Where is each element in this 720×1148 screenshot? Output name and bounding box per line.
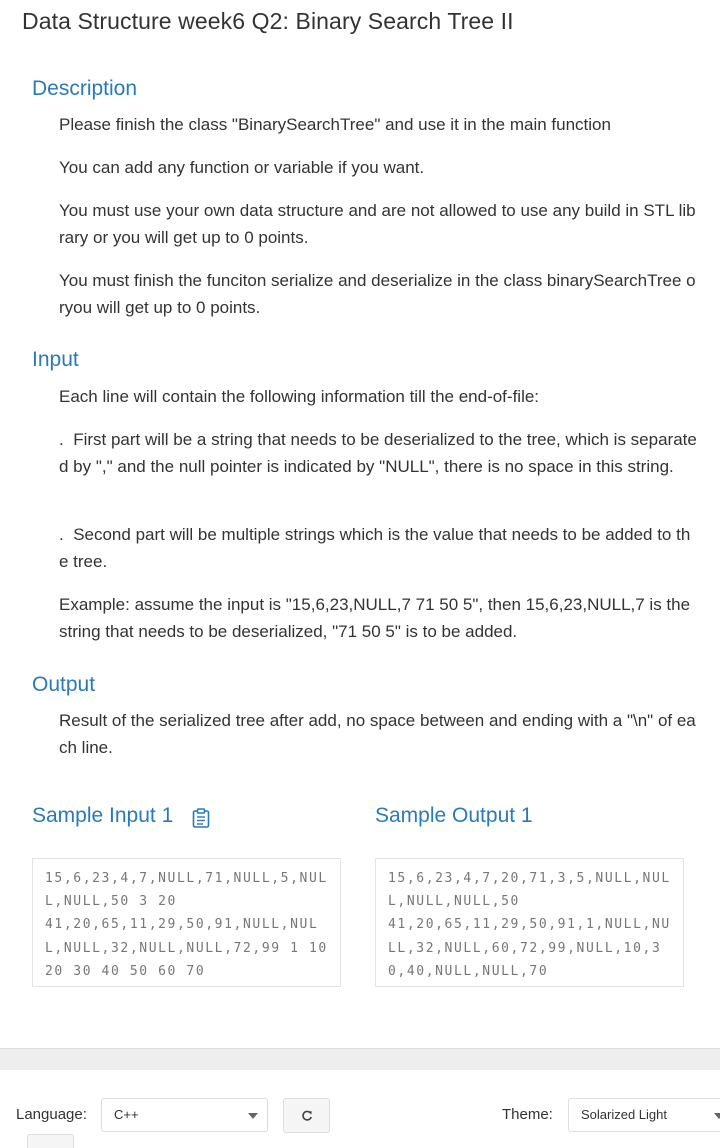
sample-output-heading: Sample Output 1 xyxy=(375,804,533,827)
output-heading: Output xyxy=(32,673,96,696)
toolbar-button[interactable] xyxy=(27,1134,74,1148)
section-divider xyxy=(0,1048,720,1070)
input-heading: Input xyxy=(32,348,79,371)
theme-select[interactable] xyxy=(568,1098,720,1132)
sample-output-content: 15,6,23,4,7,20,71,3,5,NULL,NULL,NULL,NULL,50 41,20,65,11,29,50,91,1,NULL,NULL,32,NULL,60,72,99,NULL,10,30,40,NULL,NULL,70 xyxy=(375,858,684,987)
bullet-text: First part will be a string that needs to be deserialized to the tree, which is separated by "," and the null pointer is indicated by "NULL", there is no space in this string. xyxy=(59,430,697,476)
bullet-text: Second part will be multiple strings which is the value that needs to be added to the tree. xyxy=(59,525,691,571)
language-select[interactable] xyxy=(101,1098,268,1132)
description-paragraph: You can add any function or variable if you want. xyxy=(59,158,425,177)
sample-input-heading: Sample Input 1 xyxy=(32,804,174,827)
output-text: Result of the serialized tree after add, no space between and ending with a "\n" of each line. xyxy=(59,711,696,757)
language-label: Language: xyxy=(16,1106,87,1123)
refresh-icon xyxy=(301,1110,313,1122)
bullet-marker: . xyxy=(59,525,64,544)
description-paragraph: You must finish the funciton serialize and deserialize in the class binarySearchTree oryou will get up to 0 points. xyxy=(59,271,696,317)
reset-button[interactable] xyxy=(283,1098,330,1133)
theme-value: Solarized Light xyxy=(581,1107,667,1122)
description-heading: Description xyxy=(32,77,138,100)
language-value: C++ xyxy=(114,1107,139,1122)
clipboard-icon[interactable] xyxy=(192,808,210,828)
description-paragraph: Please finish the class "BinarySearchTree" and use it in the main function xyxy=(59,115,611,134)
description-paragraph: You must use your own data structure and are not allowed to use any build in STL library or you will get up to 0 points. xyxy=(59,201,696,247)
page-title: Data Structure week6 Q2: Binary Search Tree II xyxy=(22,8,514,34)
input-intro: Each line will contain the following information till the end-of-file: xyxy=(59,387,540,406)
input-bullet xyxy=(59,522,699,575)
theme-label: Theme: xyxy=(502,1106,553,1123)
input-bullet xyxy=(59,427,699,480)
bullet-marker: . xyxy=(59,430,64,449)
sample-input-content: 15,6,23,4,7,NULL,71,NULL,5,NULL,NULL,50 3 20 41,20,65,11,29,50,91,NULL,NULL,NULL,32,NULL,NULL,72,99 1 10 20 30 40 50 60 70 xyxy=(32,858,341,987)
input-example: Example: assume the input is "15,6,23,NULL,7 71 50 5", then 15,6,23,NULL,7 is the string that needs to be deserialized, "71 50 5" is to be added. xyxy=(59,595,691,641)
chevron-down-icon xyxy=(248,1113,258,1119)
chevron-down-icon xyxy=(714,1113,720,1119)
